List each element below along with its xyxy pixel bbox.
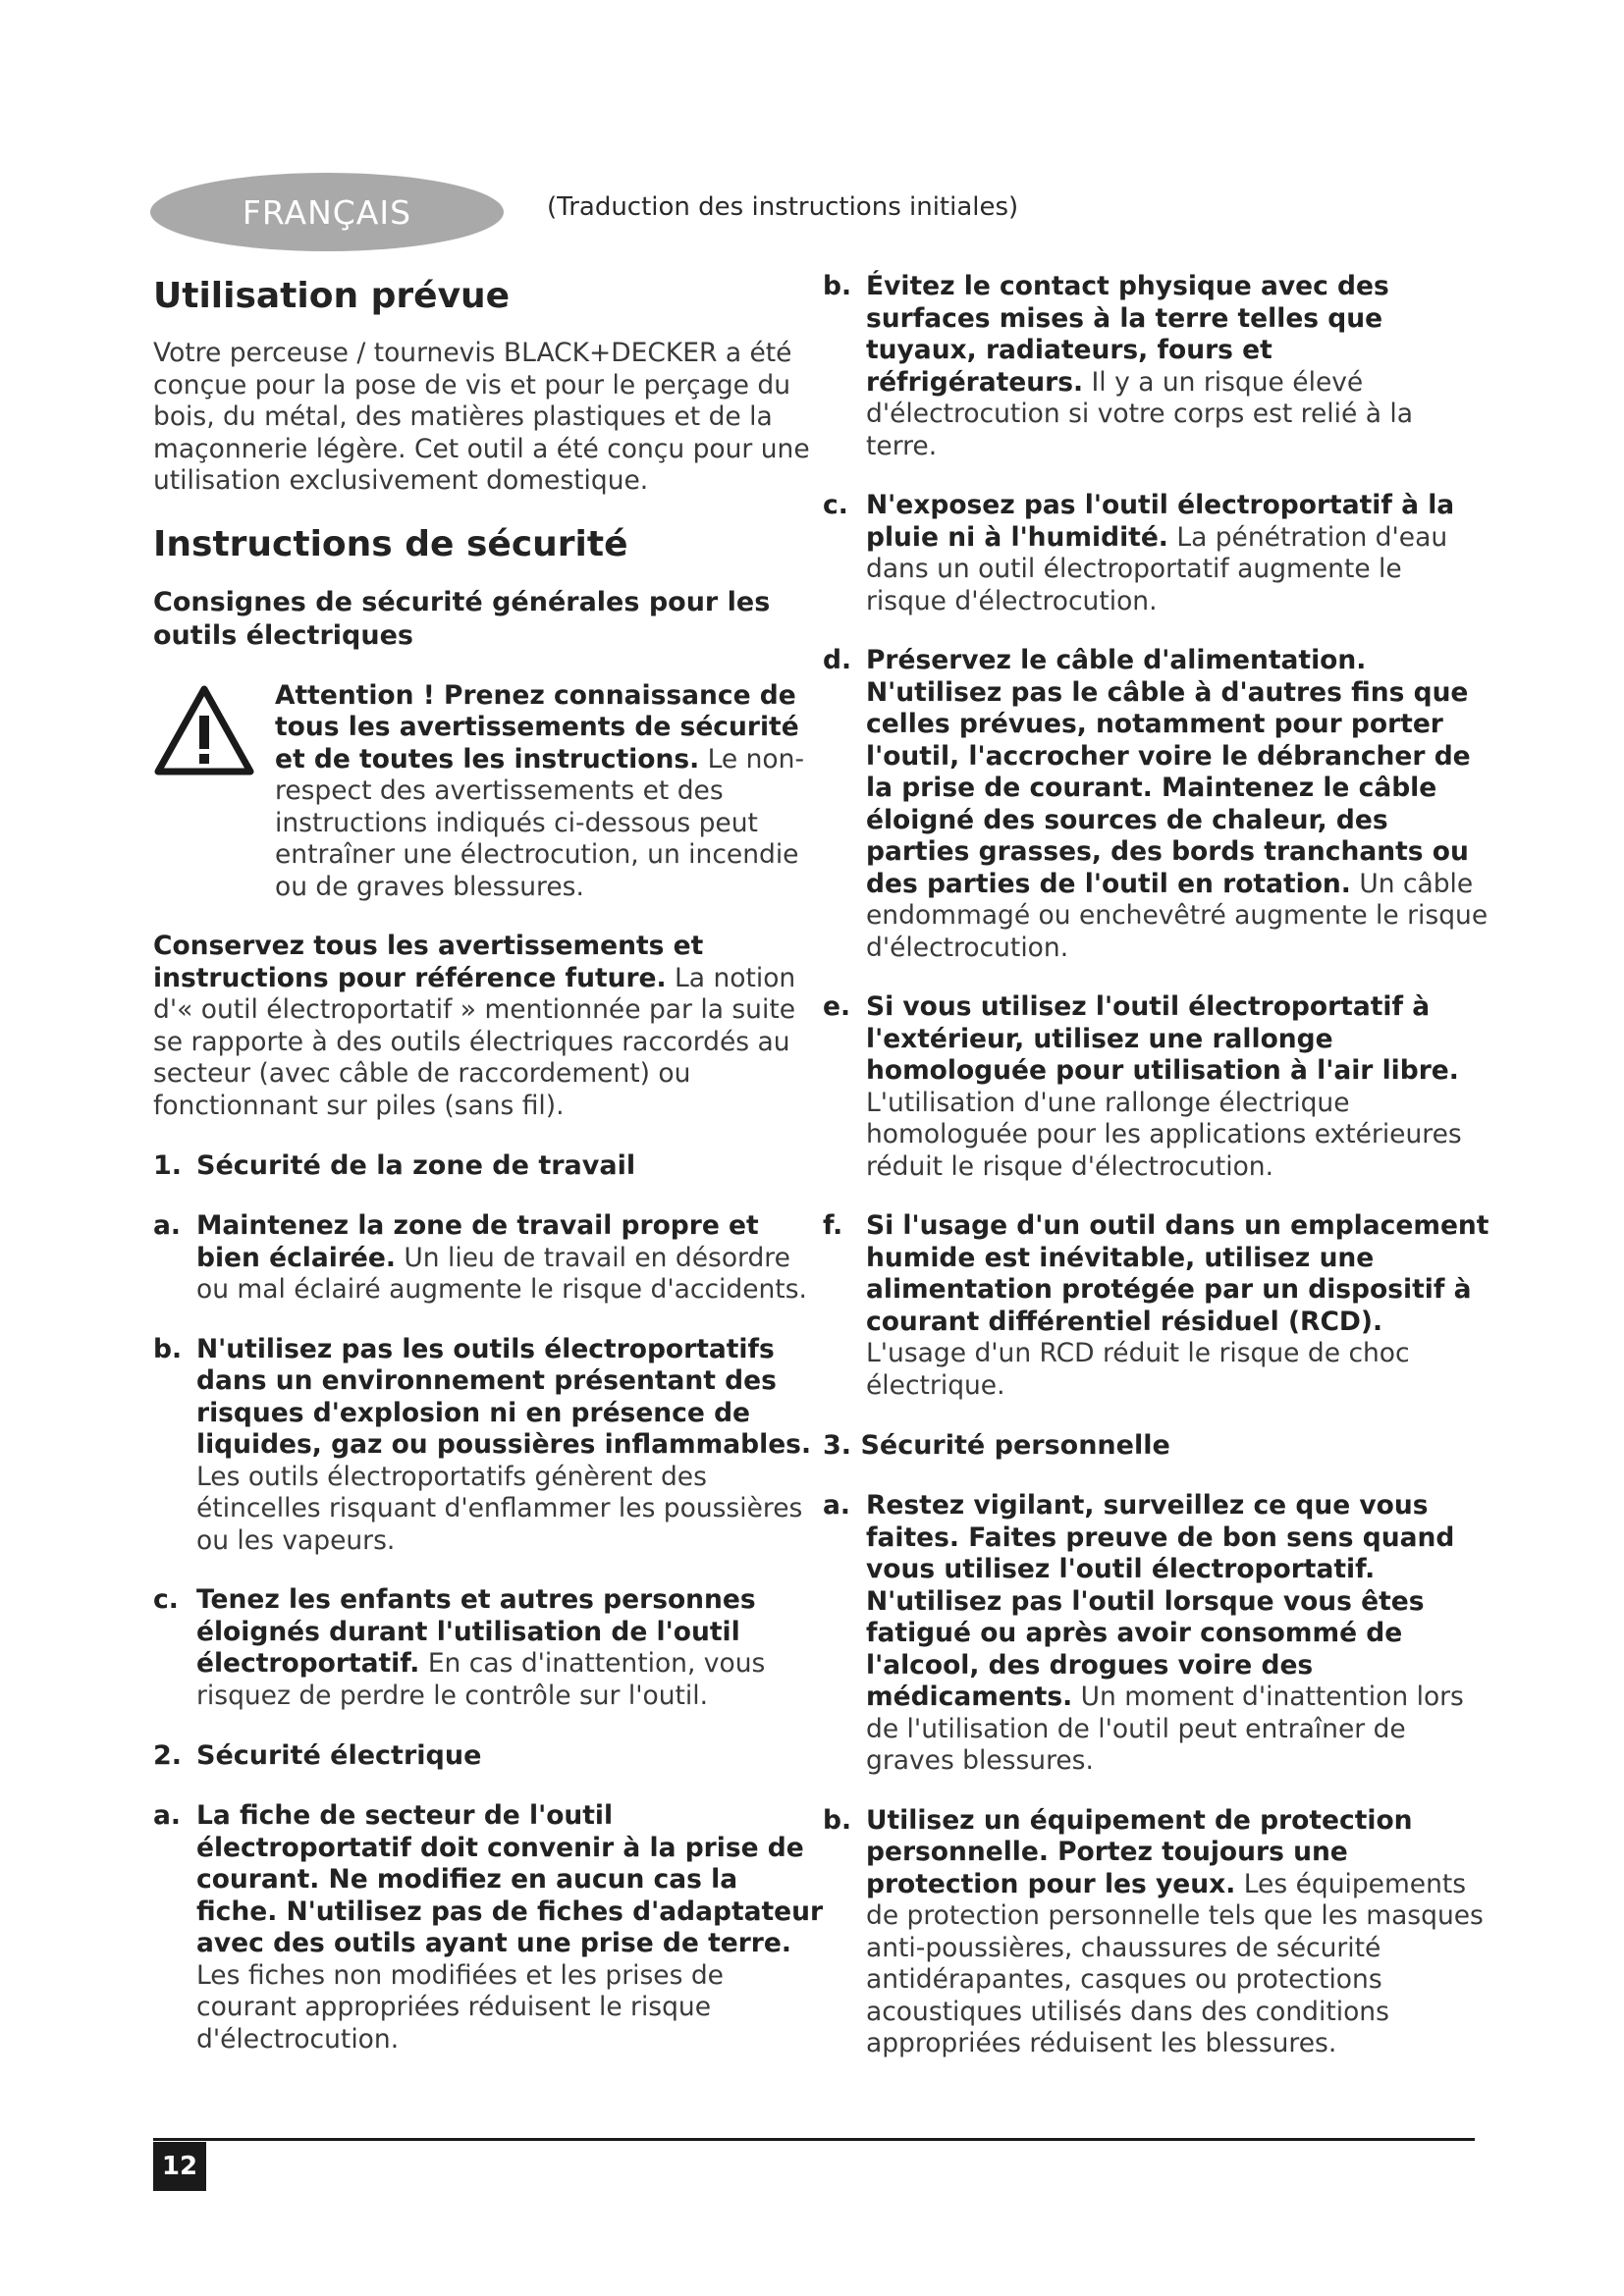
item-2c-marker: c.: [823, 490, 848, 520]
left-column: [153, 271, 826, 2083]
item-2f-text: L'usage d'un RCD réduit le risque de choc électrique.: [866, 1338, 1410, 1401]
item-2f: [823, 1210, 1490, 1402]
footer-rule: [153, 2138, 1475, 2141]
safety-heading: Instructions de sécurité: [153, 523, 628, 564]
item-1c: [153, 1584, 826, 1712]
item-2c-bold: N'exposez pas l'outil électroportatif à la pluie ni à l'humidité.: [866, 490, 1455, 553]
item-1b-text: Les outils électroportatifs génèrent des étincelles risquant d'enflammer les poussières ou les vapeurs.: [196, 1461, 803, 1556]
item-2d-marker: d.: [823, 645, 852, 675]
item-2c: [823, 490, 1490, 617]
warning-paragraph: [275, 680, 826, 904]
warning-text: Le non-respect des avertissements et des instructions indiqués ci-dessous peut entraîner une électrocution, un incendie ou de graves blessures.: [275, 743, 805, 902]
section-1-heading: [153, 1149, 826, 1183]
item-1a-marker: a.: [153, 1210, 181, 1241]
item-3a-bold: Restez vigilant, surveillez ce que vous faites. Faites preuve de bon sens quand vous utilisez l'outil électroportatif. N'utilisez pas l'outil lorsque vous êtes fatigué ou après avoir consommé de l'alcool, des drogues voire des médicaments.: [866, 1490, 1455, 1712]
item-2f-bold: Si l'usage d'un outil dans un emplacement humide est inévitable, utilisez une alimentation protégée par un dispositif à courant différentiel résiduel (RCD).: [866, 1210, 1489, 1337]
item-1b-bold: N'utilisez pas les outils électroportatifs dans un environnement présentant des risques d'explosion ni en présence de liquides, gaz ou poussières inflammables.: [196, 1333, 812, 1460]
general-safety-subheading: Consignes de sécurité générales pour les outils électriques: [153, 586, 771, 651]
item-1a: [153, 1210, 826, 1307]
keep-bold: Conservez tous les avertissements et instructions pour référence future.: [153, 931, 704, 993]
right-column: [823, 271, 1490, 2088]
intended-use-heading: Utilisation prévue: [153, 276, 511, 316]
item-2c-text: La pénétration d'eau dans un outil électroportatif augmente le risque d'électrocution.: [866, 521, 1448, 616]
section-3-heading: 3. Sécurité personnelle: [823, 1430, 1170, 1461]
translation-note: (Traduction des instructions initiales): [547, 192, 1019, 222]
warning-block: [153, 680, 826, 904]
section-1-title: Sécurité de la zone de travail: [196, 1150, 636, 1181]
item-2b-bold: Évitez le contact physique avec des surfaces mises à la terre telles que tuyaux, radiateurs, fours et réfrigérateurs.: [866, 271, 1389, 398]
item-2b-marker: b.: [823, 271, 852, 301]
item-2d-text: Un câble endommagé ou enchevêtré augmente le risque d'électrocution.: [866, 868, 1489, 963]
item-1b: [153, 1334, 826, 1558]
page-number: 12: [161, 2152, 198, 2181]
item-1a-text: Un lieu de travail en désordre ou mal éclairé augmente le risque d'accidents.: [196, 1242, 807, 1305]
section-2-heading: [153, 1739, 826, 1773]
item-2e-bold: Si vous utilisez l'outil électroportatif à l'extérieur, utilisez une rallonge homologuée pour utilisation à l'air libre.: [866, 991, 1459, 1086]
section-2-number: 2.: [153, 1740, 183, 1771]
section-2-title: Sécurité électrique: [196, 1740, 482, 1771]
section-1-number: 1.: [153, 1150, 183, 1181]
keep-instructions-paragraph: [153, 931, 826, 1122]
item-2e-marker: e.: [823, 991, 851, 1022]
language-label: FRANÇAIS: [242, 192, 412, 232]
item-1a-bold: Maintenez la zone de travail propre et bien éclairée.: [196, 1210, 759, 1273]
item-2a-text: Les fiches non modifiées et les prises de courant appropriées réduisent le risque d'électrocution.: [196, 1959, 724, 2055]
warning-triangle-icon: [153, 684, 255, 776]
item-2b-text: Il y a un risque élevé d'électrocution si votre corps est relié à la terre.: [866, 366, 1414, 461]
item-2e-text: L'utilisation d'une rallonge électrique homologuée pour les applications extérieures réduit le risque d'électrocution.: [866, 1087, 1462, 1182]
intended-use-text: Votre perceuse / tournevis BLACK+DECKER a été conçue pour la pose de vis et pour le perçage du bois, du métal, des matières plastiques et de la maçonnerie légère. Cet outil a été conçu pour une utilisation exclusivement domestique.: [153, 338, 810, 496]
item-2d-bold: Préservez le câble d'alimentation. N'utilisez pas le câble à d'autres fins que celles prévues, notamment pour porter l'outil, l'accrocher voire le débrancher de la prise de courant. Maintenez le câble éloigné des sources de chaleur, des parties grasses, des bords tranchants ou des parties de l'outil en rotation.: [866, 645, 1471, 899]
warning-bold: Attention ! Prenez connaissance de tous les avertissements de sécurité et de toutes les instructions.: [275, 679, 799, 774]
item-2e: [823, 991, 1490, 1183]
item-3b-marker: b.: [823, 1804, 852, 1836]
item-3a-text: Un moment d'inattention lors de l'utilisation de l'outil peut entraîner de graves blessures.: [866, 1682, 1464, 1776]
keep-text: La notion d'« outil électroportatif » mentionnée par la suite se rapporte à des outils électriques raccordés au secteur (avec câble de raccordement) ou fonctionnant sur piles (sans fil).: [153, 962, 796, 1121]
item-1c-text: En cas d'inattention, vous risquez de perdre le contrôle sur l'outil.: [196, 1648, 766, 1711]
item-2b: [823, 271, 1490, 462]
item-1c-bold: Tenez les enfants et autres personnes éloignés durant l'utilisation de l'outil électroportatif.: [196, 1584, 756, 1679]
intended-use-paragraph: [153, 338, 826, 498]
item-3a: [823, 1490, 1490, 1778]
item-1c-marker: c.: [153, 1584, 179, 1615]
item-3b-text: Les équipements de protection personnelle tels que les masques anti-poussières, chaussures de sécurité antidérapantes, casques ou protections acoustiques utilisés dans des conditions appropriées réduisent les blessures.: [866, 1868, 1484, 2058]
item-1b-marker: b.: [153, 1333, 183, 1364]
language-badge: [150, 173, 504, 251]
item-3a-marker: a.: [823, 1490, 850, 1521]
item-3b: [823, 1805, 1490, 2060]
item-2a-marker: a.: [153, 1800, 181, 1831]
item-2a-bold: La fiche de secteur de l'outil électroportatif doit convenir à la prise de courant. Ne modifiez en aucun cas la fiche. N'utilisez pas de fiches d'adaptateur avec des outils ayant une prise de terre.: [196, 1800, 824, 1958]
item-2d: [823, 645, 1490, 964]
item-2a: [153, 1800, 826, 2056]
item-2f-marker: f.: [823, 1210, 843, 1241]
page-number-box: [153, 2142, 206, 2191]
item-3b-bold: Utilisez un équipement de protection personnelle. Portez toujours une protection pour les yeux.: [866, 1804, 1413, 1899]
